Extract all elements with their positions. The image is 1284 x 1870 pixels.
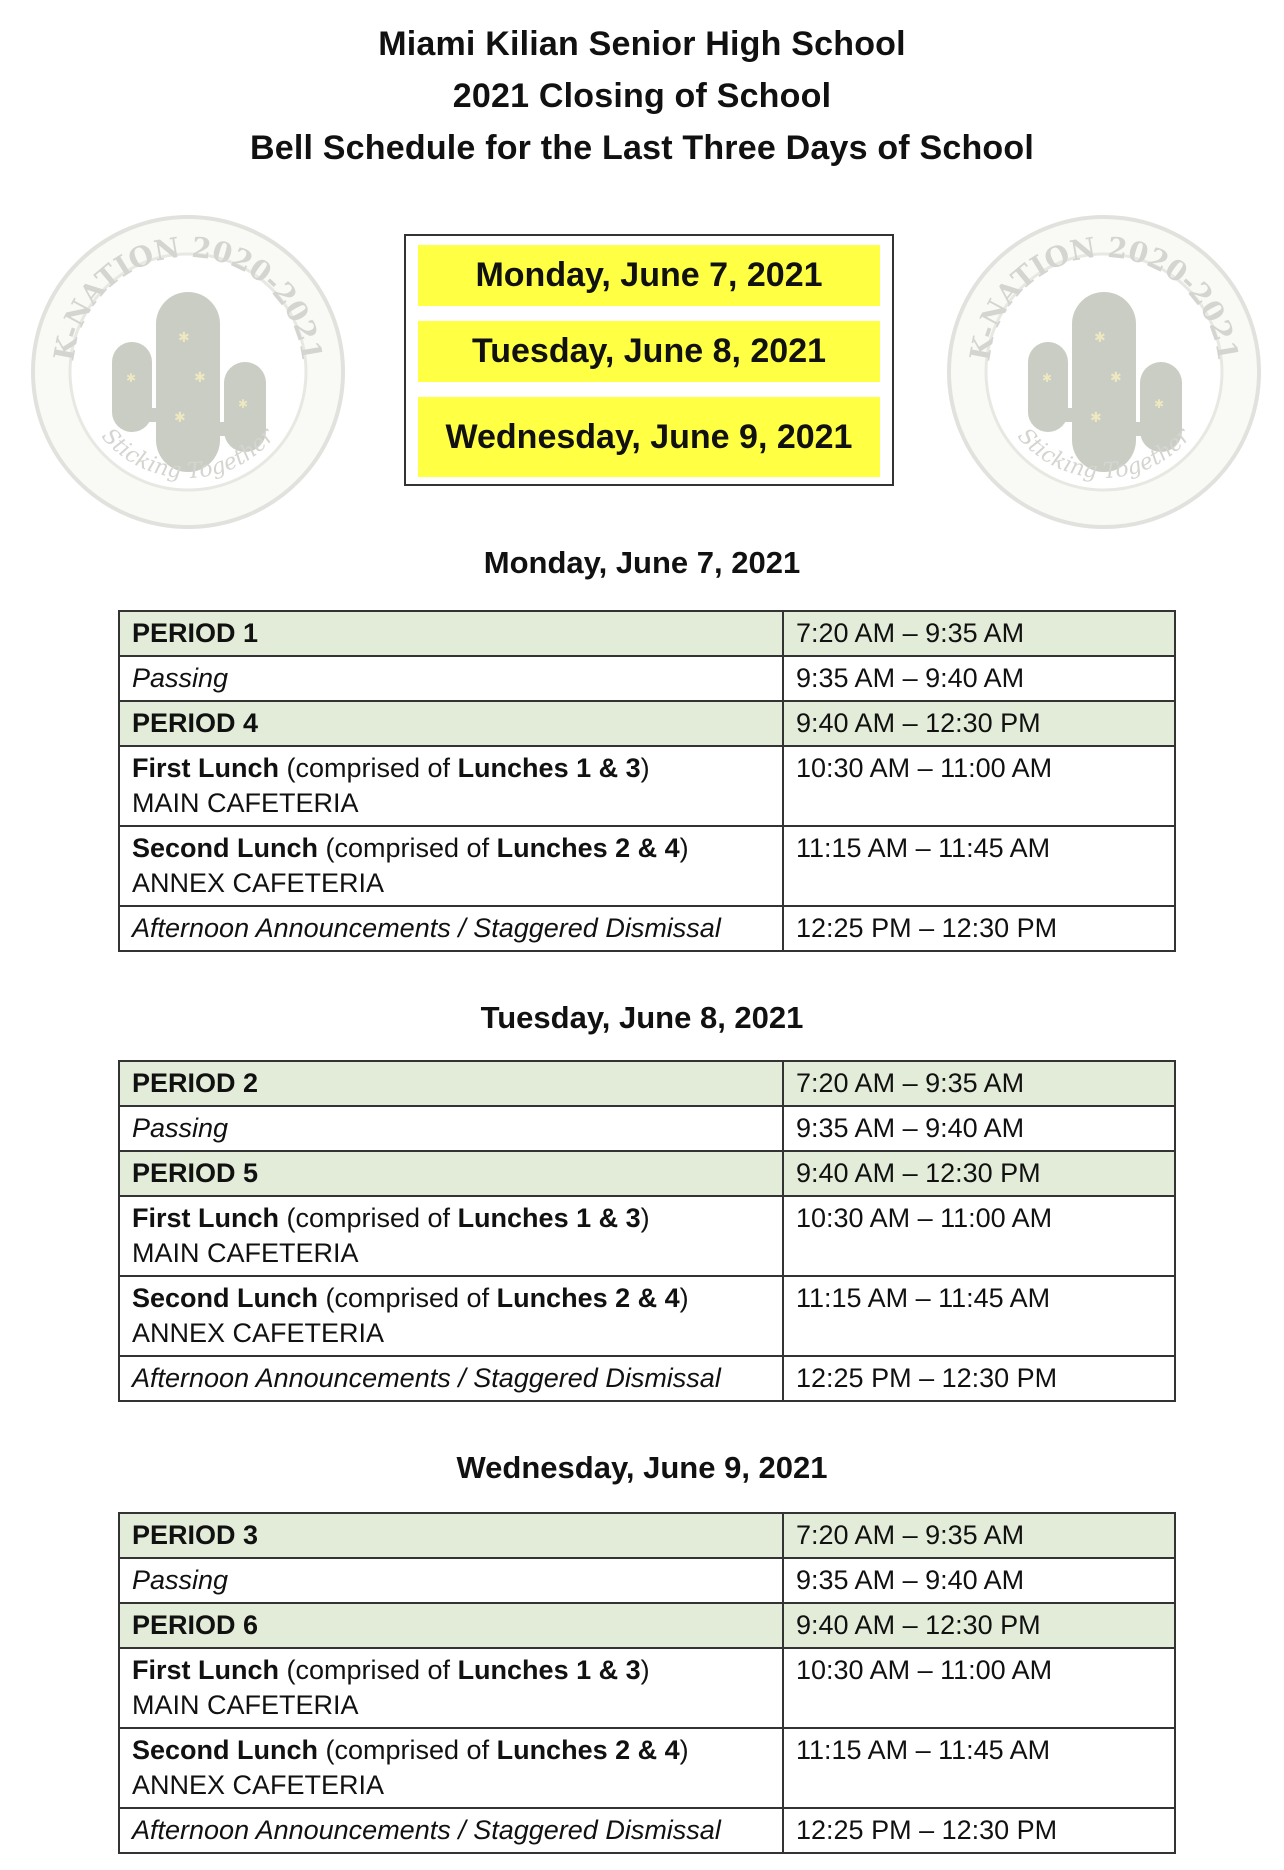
table-row (119, 1603, 1175, 1648)
period-label: PERIOD 6 (119, 1603, 783, 1648)
svg-text:✱: ✱ (126, 371, 137, 385)
period-time: 7:20 AM – 9:35 AM (783, 1513, 1175, 1558)
table-row (119, 1728, 1175, 1808)
table-row (119, 1558, 1175, 1603)
dismissal-time: 12:25 PM – 12:30 PM (783, 1356, 1175, 1401)
table-row (119, 1196, 1175, 1276)
passing-label: Passing (119, 1558, 783, 1603)
second-lunch-label: Second Lunch (132, 1283, 319, 1313)
document-title (0, 18, 1284, 174)
lunch-note: (comprised of (318, 1283, 497, 1313)
dates-box (404, 234, 894, 486)
passing-label: Passing (119, 656, 783, 701)
lunch-note: (comprised of (279, 1203, 458, 1233)
period-label: PERIOD 5 (119, 1151, 783, 1196)
lunch-note: ) (679, 1735, 689, 1765)
lunch-location: ANNEX CAFETERIA (132, 1770, 385, 1800)
table-row (119, 1061, 1175, 1106)
svg-text:✱: ✱ (1110, 369, 1122, 385)
period-label: PERIOD 3 (119, 1513, 783, 1558)
second-lunch-time: 11:15 AM – 11:45 AM (783, 1276, 1175, 1356)
lunch-note: (comprised of (279, 753, 458, 783)
lunch-note: ) (640, 1655, 650, 1685)
passing-label: Passing (119, 1106, 783, 1151)
svg-text:✱: ✱ (174, 409, 186, 425)
first-lunch-label: First Lunch (132, 753, 279, 783)
period-label: PERIOD 4 (119, 701, 783, 746)
first-lunch-cell (119, 1196, 783, 1276)
schedule-subtitle: Bell Schedule for the Last Three Days of School (249, 129, 1034, 167)
lunch-note: (comprised of (279, 1655, 458, 1685)
period-time: 9:40 AM – 12:30 PM (783, 701, 1175, 746)
lunch-numbers: Lunches 1 & 3 (457, 1203, 641, 1233)
schedule-table-tuesday (118, 1060, 1176, 1402)
lunch-location: MAIN CAFETERIA (132, 1238, 359, 1268)
dismissal-time: 12:25 PM – 12:30 PM (783, 906, 1175, 951)
event-title: 2021 Closing of School (452, 77, 832, 115)
dismissal-time: 12:25 PM – 12:30 PM (783, 1808, 1175, 1853)
lunch-numbers: Lunches 1 & 3 (457, 753, 641, 783)
table-row (119, 826, 1175, 906)
seal-top-text: K-NATION 2020-2021 (963, 230, 1245, 364)
svg-text:✱: ✱ (1094, 329, 1106, 345)
lunch-location: MAIN CAFETERIA (132, 1690, 359, 1720)
second-lunch-cell (119, 1728, 783, 1808)
svg-text:✱: ✱ (238, 397, 249, 411)
first-lunch-time: 10:30 AM – 11:00 AM (783, 746, 1175, 826)
lunch-location: MAIN CAFETERIA (132, 788, 359, 818)
lunch-location: ANNEX CAFETERIA (132, 1318, 385, 1348)
second-lunch-cell (119, 1276, 783, 1356)
day-heading-tuesday: Tuesday, June 8, 2021 (480, 1000, 804, 1035)
table-row (119, 1808, 1175, 1853)
svg-text:✱: ✱ (1154, 397, 1165, 411)
first-lunch-label: First Lunch (132, 1655, 279, 1685)
seal-bottom-text: Sticking Together (96, 423, 280, 485)
table-row (119, 1648, 1175, 1728)
date-wednesday: Wednesday, June 9, 2021 (418, 397, 880, 477)
svg-text:✱: ✱ (178, 329, 190, 345)
table-row (119, 746, 1175, 826)
lunch-note: ) (640, 753, 650, 783)
day-heading-wednesday: Wednesday, June 9, 2021 (456, 1450, 828, 1485)
period-time: 7:20 AM – 9:35 AM (783, 1061, 1175, 1106)
passing-time: 9:35 AM – 9:40 AM (783, 1106, 1175, 1151)
dismissal-label: Afternoon Announcements / Staggered Dismissal (119, 1808, 783, 1853)
table-row (119, 1151, 1175, 1196)
first-lunch-cell (119, 1648, 783, 1728)
day-heading-monday: Monday, June 7, 2021 (483, 545, 801, 580)
svg-text:✱: ✱ (194, 369, 206, 385)
first-lunch-label: First Lunch (132, 1203, 279, 1233)
dismissal-label: Afternoon Announcements / Staggered Dismissal (119, 906, 783, 951)
k-nation-seal-right (944, 212, 1264, 532)
table-row (119, 1106, 1175, 1151)
lunch-location: ANNEX CAFETERIA (132, 868, 385, 898)
period-label: PERIOD 2 (119, 1061, 783, 1106)
lunch-numbers: Lunches 2 & 4 (496, 833, 680, 863)
dismissal-label: Afternoon Announcements / Staggered Dismissal (119, 1356, 783, 1401)
lunch-numbers: Lunches 2 & 4 (496, 1735, 680, 1765)
schedule-table-wednesday (118, 1512, 1176, 1854)
first-lunch-time: 10:30 AM – 11:00 AM (783, 1648, 1175, 1728)
lunch-note: (comprised of (318, 1735, 497, 1765)
svg-text:✱: ✱ (1042, 371, 1053, 385)
passing-time: 9:35 AM – 9:40 AM (783, 656, 1175, 701)
lunch-note: ) (640, 1203, 650, 1233)
second-lunch-time: 11:15 AM – 11:45 AM (783, 1728, 1175, 1808)
schedule-table-monday (118, 610, 1176, 952)
table-row (119, 611, 1175, 656)
lunch-numbers: Lunches 1 & 3 (457, 1655, 641, 1685)
table-row (119, 1513, 1175, 1558)
period-label: PERIOD 1 (119, 611, 783, 656)
table-row (119, 1356, 1175, 1401)
second-lunch-label: Second Lunch (132, 1735, 319, 1765)
lunch-note: (comprised of (318, 833, 497, 863)
lunch-note: ) (679, 833, 689, 863)
period-time: 9:40 AM – 12:30 PM (783, 1151, 1175, 1196)
passing-time: 9:35 AM – 9:40 AM (783, 1558, 1175, 1603)
table-row (119, 701, 1175, 746)
seal-bottom-text: Sticking Together (1012, 423, 1196, 485)
second-lunch-time: 11:15 AM – 11:45 AM (783, 826, 1175, 906)
second-lunch-cell (119, 826, 783, 906)
date-tuesday: Tuesday, June 8, 2021 (418, 321, 880, 382)
first-lunch-time: 10:30 AM – 11:00 AM (783, 1196, 1175, 1276)
seal-top-text: K-NATION 2020-2021 (47, 230, 329, 364)
second-lunch-label: Second Lunch (132, 833, 319, 863)
lunch-numbers: Lunches 2 & 4 (496, 1283, 680, 1313)
period-time: 7:20 AM – 9:35 AM (783, 611, 1175, 656)
table-row (119, 906, 1175, 951)
table-row (119, 1276, 1175, 1356)
period-time: 9:40 AM – 12:30 PM (783, 1603, 1175, 1648)
svg-text:✱: ✱ (1090, 409, 1102, 425)
k-nation-seal-left (28, 212, 348, 532)
school-name: Miami Kilian Senior High School (378, 25, 906, 63)
lunch-note: ) (679, 1283, 689, 1313)
date-monday: Monday, June 7, 2021 (418, 245, 880, 306)
first-lunch-cell (119, 746, 783, 826)
table-row (119, 656, 1175, 701)
